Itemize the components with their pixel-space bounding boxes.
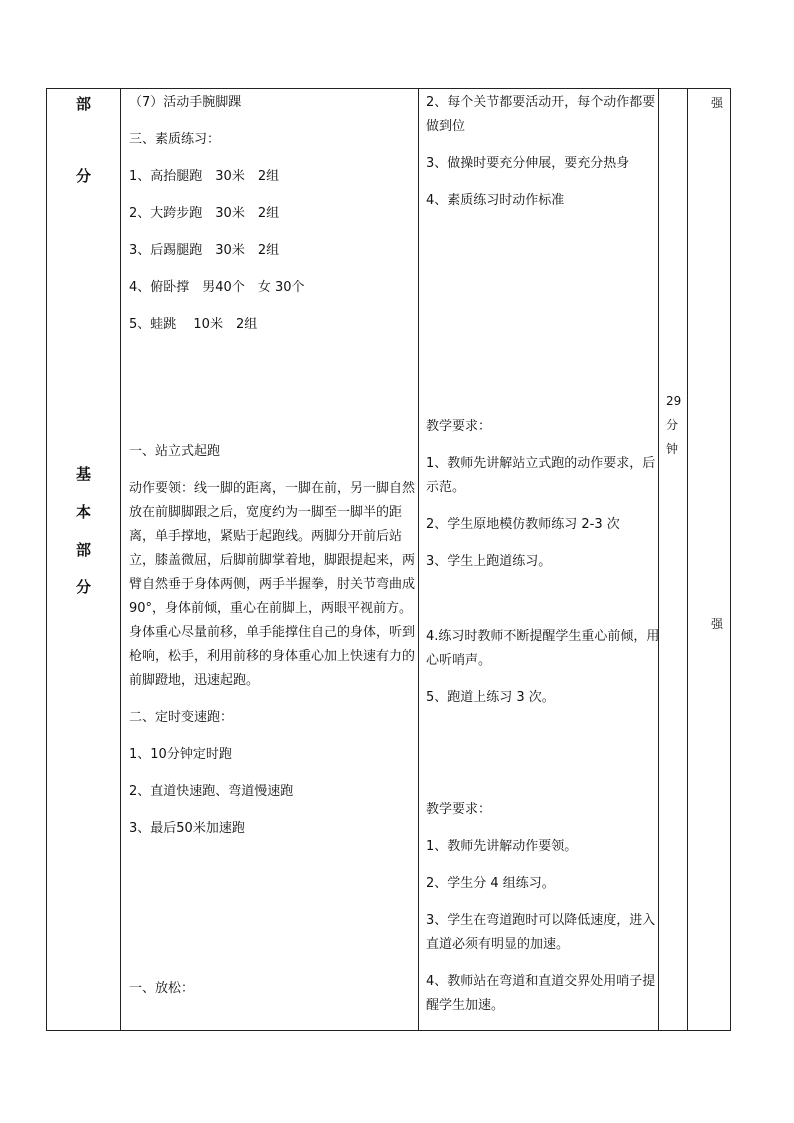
lesson-plan-table [46, 88, 731, 1031]
content-line: 4、俯卧撑 男40个 女 30个 [129, 280, 305, 295]
column-divider [120, 89, 121, 1030]
time-value: 29 [666, 394, 682, 408]
requirement-line: 2、学生分 4 组练习。 [426, 876, 555, 891]
content-line: 2、大跨步跑 30米 2组 [129, 206, 280, 221]
requirement-line: 1、教师先讲解站立式跑的动作要求，后示范。 [426, 456, 656, 495]
requirement-line: 1、教师先讲解动作要领。 [426, 839, 578, 854]
time-unit-char: 分 [666, 418, 679, 432]
intensity-label: 强 [711, 617, 724, 631]
requirements-top [426, 91, 662, 226]
section-label-char: 本 [76, 503, 92, 521]
time-unit-char: 钟 [666, 442, 679, 456]
content-line: 三、素质练习： [129, 132, 221, 147]
section-label-char: 部 [76, 95, 92, 113]
content-line: 3、最后50米加速跑 [129, 821, 245, 836]
requirement-line: 4.练习时教师不断提醒学生重心前倾，用心听哨声。 [426, 629, 660, 668]
content-top [129, 91, 417, 350]
content-line: 1、10分钟定时跑 [129, 747, 232, 762]
column-divider [418, 89, 419, 1030]
requirements-speed [426, 798, 662, 1031]
requirements-start [426, 415, 662, 587]
requirement-line: 3、学生在弯道跑时可以降低速度，进入直道必须有明显的加速。 [426, 913, 656, 952]
section-label-char: 基 [76, 465, 92, 483]
requirement-line: 3、做操时要充分伸展，要充分热身 [426, 156, 630, 171]
section-label-char: 部 [76, 541, 92, 559]
requirement-line: 2、每个关节都要活动开，每个动作都要做到位 [426, 95, 656, 134]
content-paragraph: 动作要领：线一脚的距离，一脚在前，另一脚自然放在前脚脚跟之后，宽度约为一脚至一脚半的距离，单手撑地，紧贴于起跑线。两脚分开前后站立，膝盖微屈，后脚前脚掌着地，脚跟提起来，两臂自然垂于身体两侧，两手半握拳，肘关节弯曲成90°，身体前倾，重心在前脚上，两眼平视前方。 身体重心尽量前移，单手能撑住自己的身体，听到枪响，松手，利用前移的身体重心加上快速有力的前脚蹬地，迅速起跑。 [129, 481, 416, 688]
content-line: 二、定时变速跑： [129, 710, 234, 725]
section-label-char: 分 [76, 578, 92, 596]
requirement-line: 4、教师站在弯道和直道交界处用哨子提醒学生加速。 [426, 974, 656, 1013]
content-relax [129, 977, 417, 1014]
content-main [129, 440, 417, 854]
content-line: 2、直道快速跑、弯道慢速跑 [129, 784, 294, 799]
section-label-char: 分 [76, 167, 92, 185]
column-divider [687, 89, 688, 1030]
content-line: 5、蛙跳 10米 2组 [129, 317, 258, 332]
requirement-line: 4、素质练习时动作标准 [426, 193, 565, 208]
content-line: （7）活动手腕脚踝 [129, 95, 242, 110]
requirement-line: 2、学生原地模仿教师练习 2-3 次 [426, 517, 620, 532]
requirement-title: 教学要求： [426, 802, 492, 817]
content-line: 一、站立式起跑 [129, 444, 221, 459]
requirement-line: 5、跑道上练习 3 次。 [426, 690, 555, 705]
content-line: 一、放松： [129, 981, 195, 996]
requirement-title: 教学要求： [426, 419, 492, 434]
content-line: 3、后踢腿跑 30米 2组 [129, 243, 280, 258]
requirements-start-more [426, 625, 662, 723]
content-line: 1、高抬腿跑 30米 2组 [129, 169, 280, 184]
requirement-line: 3、学生上跑道练习。 [426, 554, 552, 569]
intensity-label: 强 [711, 96, 724, 110]
